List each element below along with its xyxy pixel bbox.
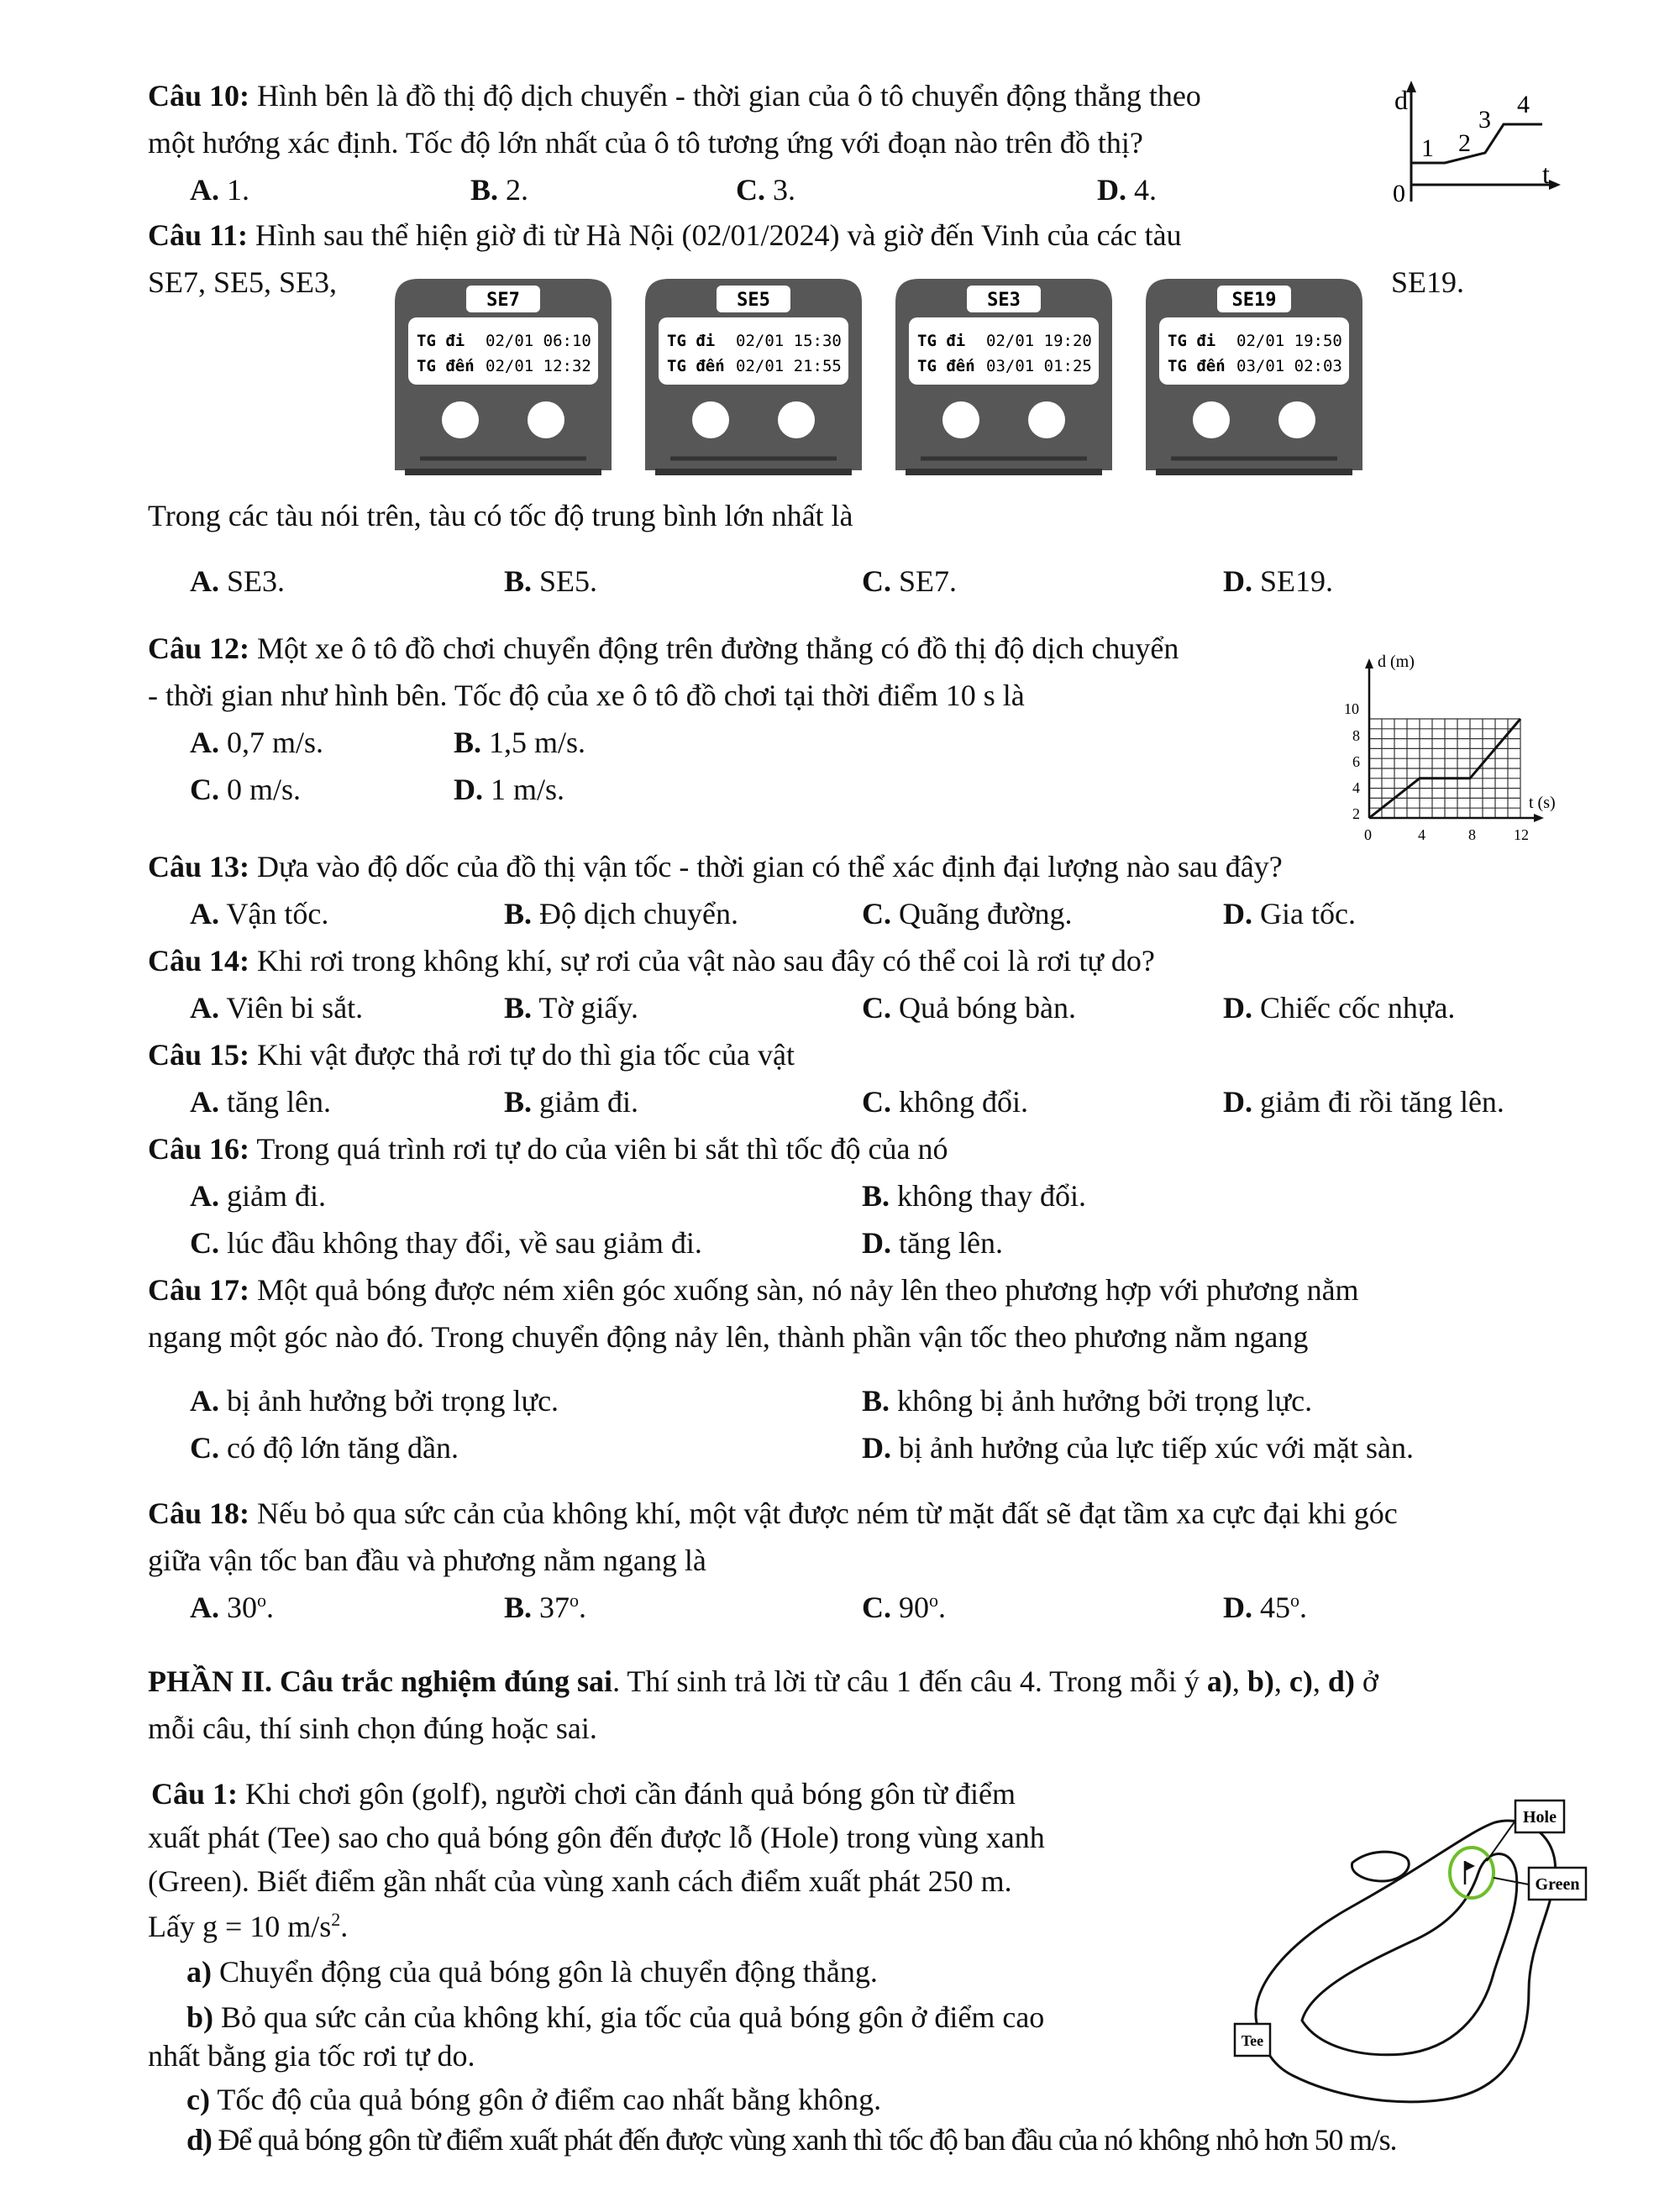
train-se5-name: SE5 bbox=[737, 290, 770, 311]
p2q1-d[interactable]: d) Để quả bóng gôn từ điểm xuất phát đến được vùng xanh thì tốc độ ban đầu của nó không nhỏ hơn 50 m/s. bbox=[186, 2123, 1397, 2157]
q10-graph bbox=[1378, 76, 1571, 218]
train-se19-arr: 03/01 02:03 bbox=[1236, 357, 1342, 375]
train-se7-arr-label: TG đến bbox=[417, 357, 475, 375]
q12-option-b[interactable]: B. 1,5 m/s. bbox=[454, 726, 586, 759]
train-se5-arr-label: TG đến bbox=[667, 357, 725, 375]
q15-option-c[interactable]: C. không đổi. bbox=[862, 1085, 1029, 1119]
train-se5-dep: 02/01 15:30 bbox=[736, 332, 842, 350]
p2q1-b-cont: nhất bằng gia tốc rơi tự do. bbox=[148, 2039, 475, 2073]
q11-line2-start: SE7, SE5, SE3, bbox=[148, 265, 338, 299]
q10-graph-seg3: 3 bbox=[1478, 106, 1491, 134]
q17-option-a[interactable]: A. bị ảnh hưởng bởi trọng lực. bbox=[190, 1384, 559, 1418]
q12-chart-ylabel: d (m) bbox=[1378, 653, 1415, 671]
q12-chart-xlabel: t (s) bbox=[1529, 794, 1556, 812]
q18-option-a[interactable]: A. 30$^o$. bbox=[190, 1590, 274, 1624]
train-se7-name: SE7 bbox=[486, 290, 520, 311]
q18-option-c[interactable]: C. 90$^o$. bbox=[862, 1590, 946, 1624]
train-se3 bbox=[895, 279, 1112, 472]
train-se19-dep-label: TG đi bbox=[1168, 332, 1216, 350]
golf-outer-boundary bbox=[1256, 1821, 1556, 2102]
p2q1-line2: xuất phát (Tee) sao cho quả bóng gôn đến được lỗ (Hole) trong vùng xanh bbox=[148, 1821, 1045, 1854]
q10-graph-origin: 0 bbox=[1393, 180, 1405, 207]
q17-line2: ngang một góc nào đó. Trong chuyển động nảy lên, thành phần vận tốc theo phương nằm ngang bbox=[148, 1320, 1309, 1354]
q12-ytick-10: 10 bbox=[1344, 700, 1359, 717]
golf-green-pointer bbox=[1494, 1878, 1529, 1884]
q12-xtick-12: 12 bbox=[1514, 826, 1529, 843]
train-se3-dep: 02/01 19:20 bbox=[986, 332, 1092, 350]
p2q1-line3: (Green). Biết điểm gần nhất của vùng xanh cách điểm xuất phát 250 m. bbox=[148, 1864, 1012, 1898]
q10-line2: một hướng xác định. Tốc độ lớn nhất của ô tô tương ứng với đoạn nào trên đồ thị? bbox=[148, 126, 1143, 160]
q10-graph-seg1: 1 bbox=[1421, 134, 1434, 162]
train-se3-arr: 03/01 01:25 bbox=[986, 357, 1092, 375]
train-se19-arr-label: TG đến bbox=[1168, 357, 1226, 375]
q11-option-c[interactable]: C. SE7. bbox=[862, 564, 958, 598]
q15-option-a[interactable]: A. tăng lên. bbox=[190, 1085, 331, 1119]
p2q1-a[interactable]: a) Chuyển động của quả bóng gôn là chuyển động thẳng. bbox=[186, 1955, 878, 1989]
p2q1-b[interactable]: b) Bỏ qua sức cản của không khí, gia tốc của quả bóng gôn ở điểm cao bbox=[186, 2000, 1045, 2034]
q16-option-d[interactable]: D. tăng lên. bbox=[862, 1226, 1003, 1260]
q12-xtick-8: 8 bbox=[1468, 826, 1476, 843]
p2q1-g: Lấy g = 10 $m/s^2$. bbox=[148, 1909, 349, 1943]
q12-ytick-6: 6 bbox=[1352, 753, 1360, 770]
train-se7 bbox=[395, 279, 612, 472]
q12-option-c[interactable]: C. 0 m/s. bbox=[190, 773, 302, 806]
q10-graph-d-label: d bbox=[1394, 85, 1408, 115]
golf-hazard bbox=[1352, 1852, 1409, 1881]
q12-chart-grid bbox=[1369, 719, 1520, 818]
train-se3-arr-label: TG đến bbox=[917, 357, 975, 375]
q16-option-a[interactable]: A. giảm đi. bbox=[190, 1179, 326, 1213]
q12-xtick-4: 4 bbox=[1418, 826, 1425, 843]
train-se7-dep-label: TG đi bbox=[417, 332, 465, 350]
q11-option-a[interactable]: A. SE3. bbox=[190, 564, 286, 598]
q14-option-b[interactable]: B. Tờ giấy. bbox=[504, 991, 639, 1025]
q12-xtick-0: 0 bbox=[1364, 826, 1372, 843]
q16-line1: Câu 16: Trong quá trình rơi tự do của viên bi sắt thì tốc độ của nó bbox=[148, 1132, 948, 1166]
q13-line1: Câu 13: Dựa vào độ dốc của đồ thị vận tốc - thời gian có thể xác định đại lượng nào sau đây? bbox=[148, 850, 1283, 883]
q12-ytick-2: 2 bbox=[1352, 805, 1360, 822]
golf-flag-icon bbox=[1465, 1861, 1475, 1871]
q10-graph-t-label: t bbox=[1542, 159, 1550, 189]
train-se19-dep: 02/01 19:50 bbox=[1236, 332, 1342, 350]
q11-option-b[interactable]: B. SE5. bbox=[504, 564, 598, 598]
q18-line2: giữa vận tốc ban đầu và phương nằm ngang là bbox=[148, 1544, 706, 1577]
train-se7-dep: 02/01 06:10 bbox=[486, 332, 591, 350]
q10-option-d[interactable]: D. 4. bbox=[1097, 173, 1157, 207]
p2q1-c[interactable]: c) Tốc độ của quả bóng gôn ở điểm cao nhất bằng không. bbox=[186, 2083, 882, 2116]
q18-option-d[interactable]: D. 45$^o$. bbox=[1223, 1590, 1307, 1624]
train-se5 bbox=[645, 279, 862, 472]
q12-line2: - thời gian như hình bên. Tốc độ của xe ô tô đồ chơi tại thời điểm 10 s là bbox=[148, 679, 1025, 712]
q18-option-b[interactable]: B. 37$^o$. bbox=[504, 1590, 587, 1624]
q13-option-c[interactable]: C. Quãng đường. bbox=[862, 897, 1073, 930]
q14-option-d[interactable]: D. Chiếc cốc nhựa. bbox=[1223, 991, 1456, 1025]
q17-option-c[interactable]: C. có độ lớn tăng dần. bbox=[190, 1431, 459, 1465]
golf-map bbox=[1226, 1780, 1596, 2116]
train-se3-name: SE3 bbox=[987, 290, 1021, 311]
q14-option-a[interactable]: A. Viên bi sắt. bbox=[190, 991, 364, 1025]
q15-line1: Câu 15: Khi vật được thả rơi tự do thì gia tốc của vật bbox=[148, 1038, 795, 1072]
q17-option-d[interactable]: D. bị ảnh hưởng của lực tiếp xúc với mặt sàn. bbox=[862, 1431, 1414, 1465]
q16-option-c[interactable]: C. lúc đầu không thay đổi, về sau giảm đi. bbox=[190, 1226, 702, 1260]
q11-line1: Câu 11: Hình sau thể hiện giờ đi từ Hà Nội (02/01/2024) và giờ đến Vinh của các tàu bbox=[148, 218, 1182, 252]
q10-graph-seg4: 4 bbox=[1517, 91, 1530, 118]
q10-option-a[interactable]: A. 1. bbox=[190, 173, 249, 207]
q12-chart-y-arrow bbox=[1365, 658, 1373, 668]
q13-option-b[interactable]: B. Độ dịch chuyển. bbox=[504, 897, 738, 930]
q12-chart-x-arrow bbox=[1534, 814, 1544, 822]
train-se3-dep-label: TG đi bbox=[917, 332, 966, 350]
part2-line2: mỗi câu, thí sinh chọn đúng hoặc sai. bbox=[148, 1711, 597, 1745]
q15-option-d[interactable]: D. giảm đi rồi tăng lên. bbox=[1223, 1085, 1504, 1119]
golf-hole-label: Hole bbox=[1523, 1808, 1557, 1827]
q10-graph-x-arrow bbox=[1549, 180, 1561, 190]
trains-figure bbox=[395, 269, 1369, 479]
q16-option-b[interactable]: B. không thay đổi. bbox=[862, 1179, 1086, 1213]
q17-line1: Câu 17: Một quả bóng được ném xiên góc xuống sàn, nó nảy lên theo phương hợp với phương nằm bbox=[148, 1273, 1359, 1307]
q12-option-a[interactable]: A. 0,7 m/s. bbox=[190, 726, 324, 759]
q12-ytick-8: 8 bbox=[1352, 727, 1360, 744]
q12-option-d[interactable]: D. 1 m/s. bbox=[454, 773, 565, 806]
golf-fairway bbox=[1302, 1854, 1517, 2055]
q11-line2-end: SE19. bbox=[1391, 265, 1465, 299]
q13-option-a[interactable]: A. Vận tốc. bbox=[190, 897, 329, 930]
q18-line1: Câu 18: Nếu bỏ qua sức cản của không khí, một vật được ném từ mặt đất sẽ đạt tầm xa cực đại khi góc bbox=[148, 1497, 1398, 1530]
train-se19 bbox=[1146, 279, 1362, 472]
q15-option-b[interactable]: B. giảm đi. bbox=[504, 1085, 638, 1119]
q12-line1: Câu 12: Một xe ô tô đồ chơi chuyển động trên đường thẳng có đồ thị độ dịch chuyển bbox=[148, 632, 1179, 665]
q10-option-b[interactable]: B. 2. bbox=[470, 173, 529, 207]
golf-tee-label: Tee bbox=[1241, 2032, 1264, 2049]
q11-option-d[interactable]: D. SE19. bbox=[1223, 564, 1334, 598]
q11-question: Trong các tàu nói trên, tàu có tốc độ trung bình lớn nhất là bbox=[148, 499, 853, 532]
q14-line1: Câu 14: Khi rơi trong không khí, sự rơi của vật nào sau đây có thể coi là rơi tự do? bbox=[148, 944, 1155, 978]
q14-option-c[interactable]: C. Quả bóng bàn. bbox=[862, 991, 1076, 1025]
train-se5-arr: 02/01 21:55 bbox=[736, 357, 842, 375]
train-se5-dep-label: TG đi bbox=[667, 332, 716, 350]
train-se7-arr: 02/01 12:32 bbox=[486, 357, 591, 375]
q17-option-b[interactable]: B. không bị ảnh hưởng bởi trọng lực. bbox=[862, 1384, 1313, 1418]
golf-green-label: Green bbox=[1535, 1875, 1580, 1894]
train-se19-name: SE19 bbox=[1231, 290, 1277, 311]
q10-graph-seg2: 2 bbox=[1458, 129, 1471, 157]
q12-chart bbox=[1327, 647, 1571, 848]
q13-option-d[interactable]: D. Gia tốc. bbox=[1223, 897, 1356, 930]
q10-option-c[interactable]: C. 3. bbox=[736, 173, 795, 207]
part2-heading: PHẦN II. Câu trắc nghiệm đúng sai. Thí sinh trả lời từ câu 1 đến câu 4. Trong mỗi ý a), b), c), d) ở bbox=[148, 1664, 1378, 1698]
p2q1-line1: Câu 1: Khi chơi gôn (golf), người chơi cần đánh quả bóng gôn từ điểm bbox=[151, 1777, 1016, 1811]
q10-line1: Câu 10: Hình bên là đồ thị độ dịch chuyển - thời gian của ô tô chuyển động thẳng theo bbox=[148, 79, 1201, 113]
q12-ytick-4: 4 bbox=[1352, 779, 1360, 796]
